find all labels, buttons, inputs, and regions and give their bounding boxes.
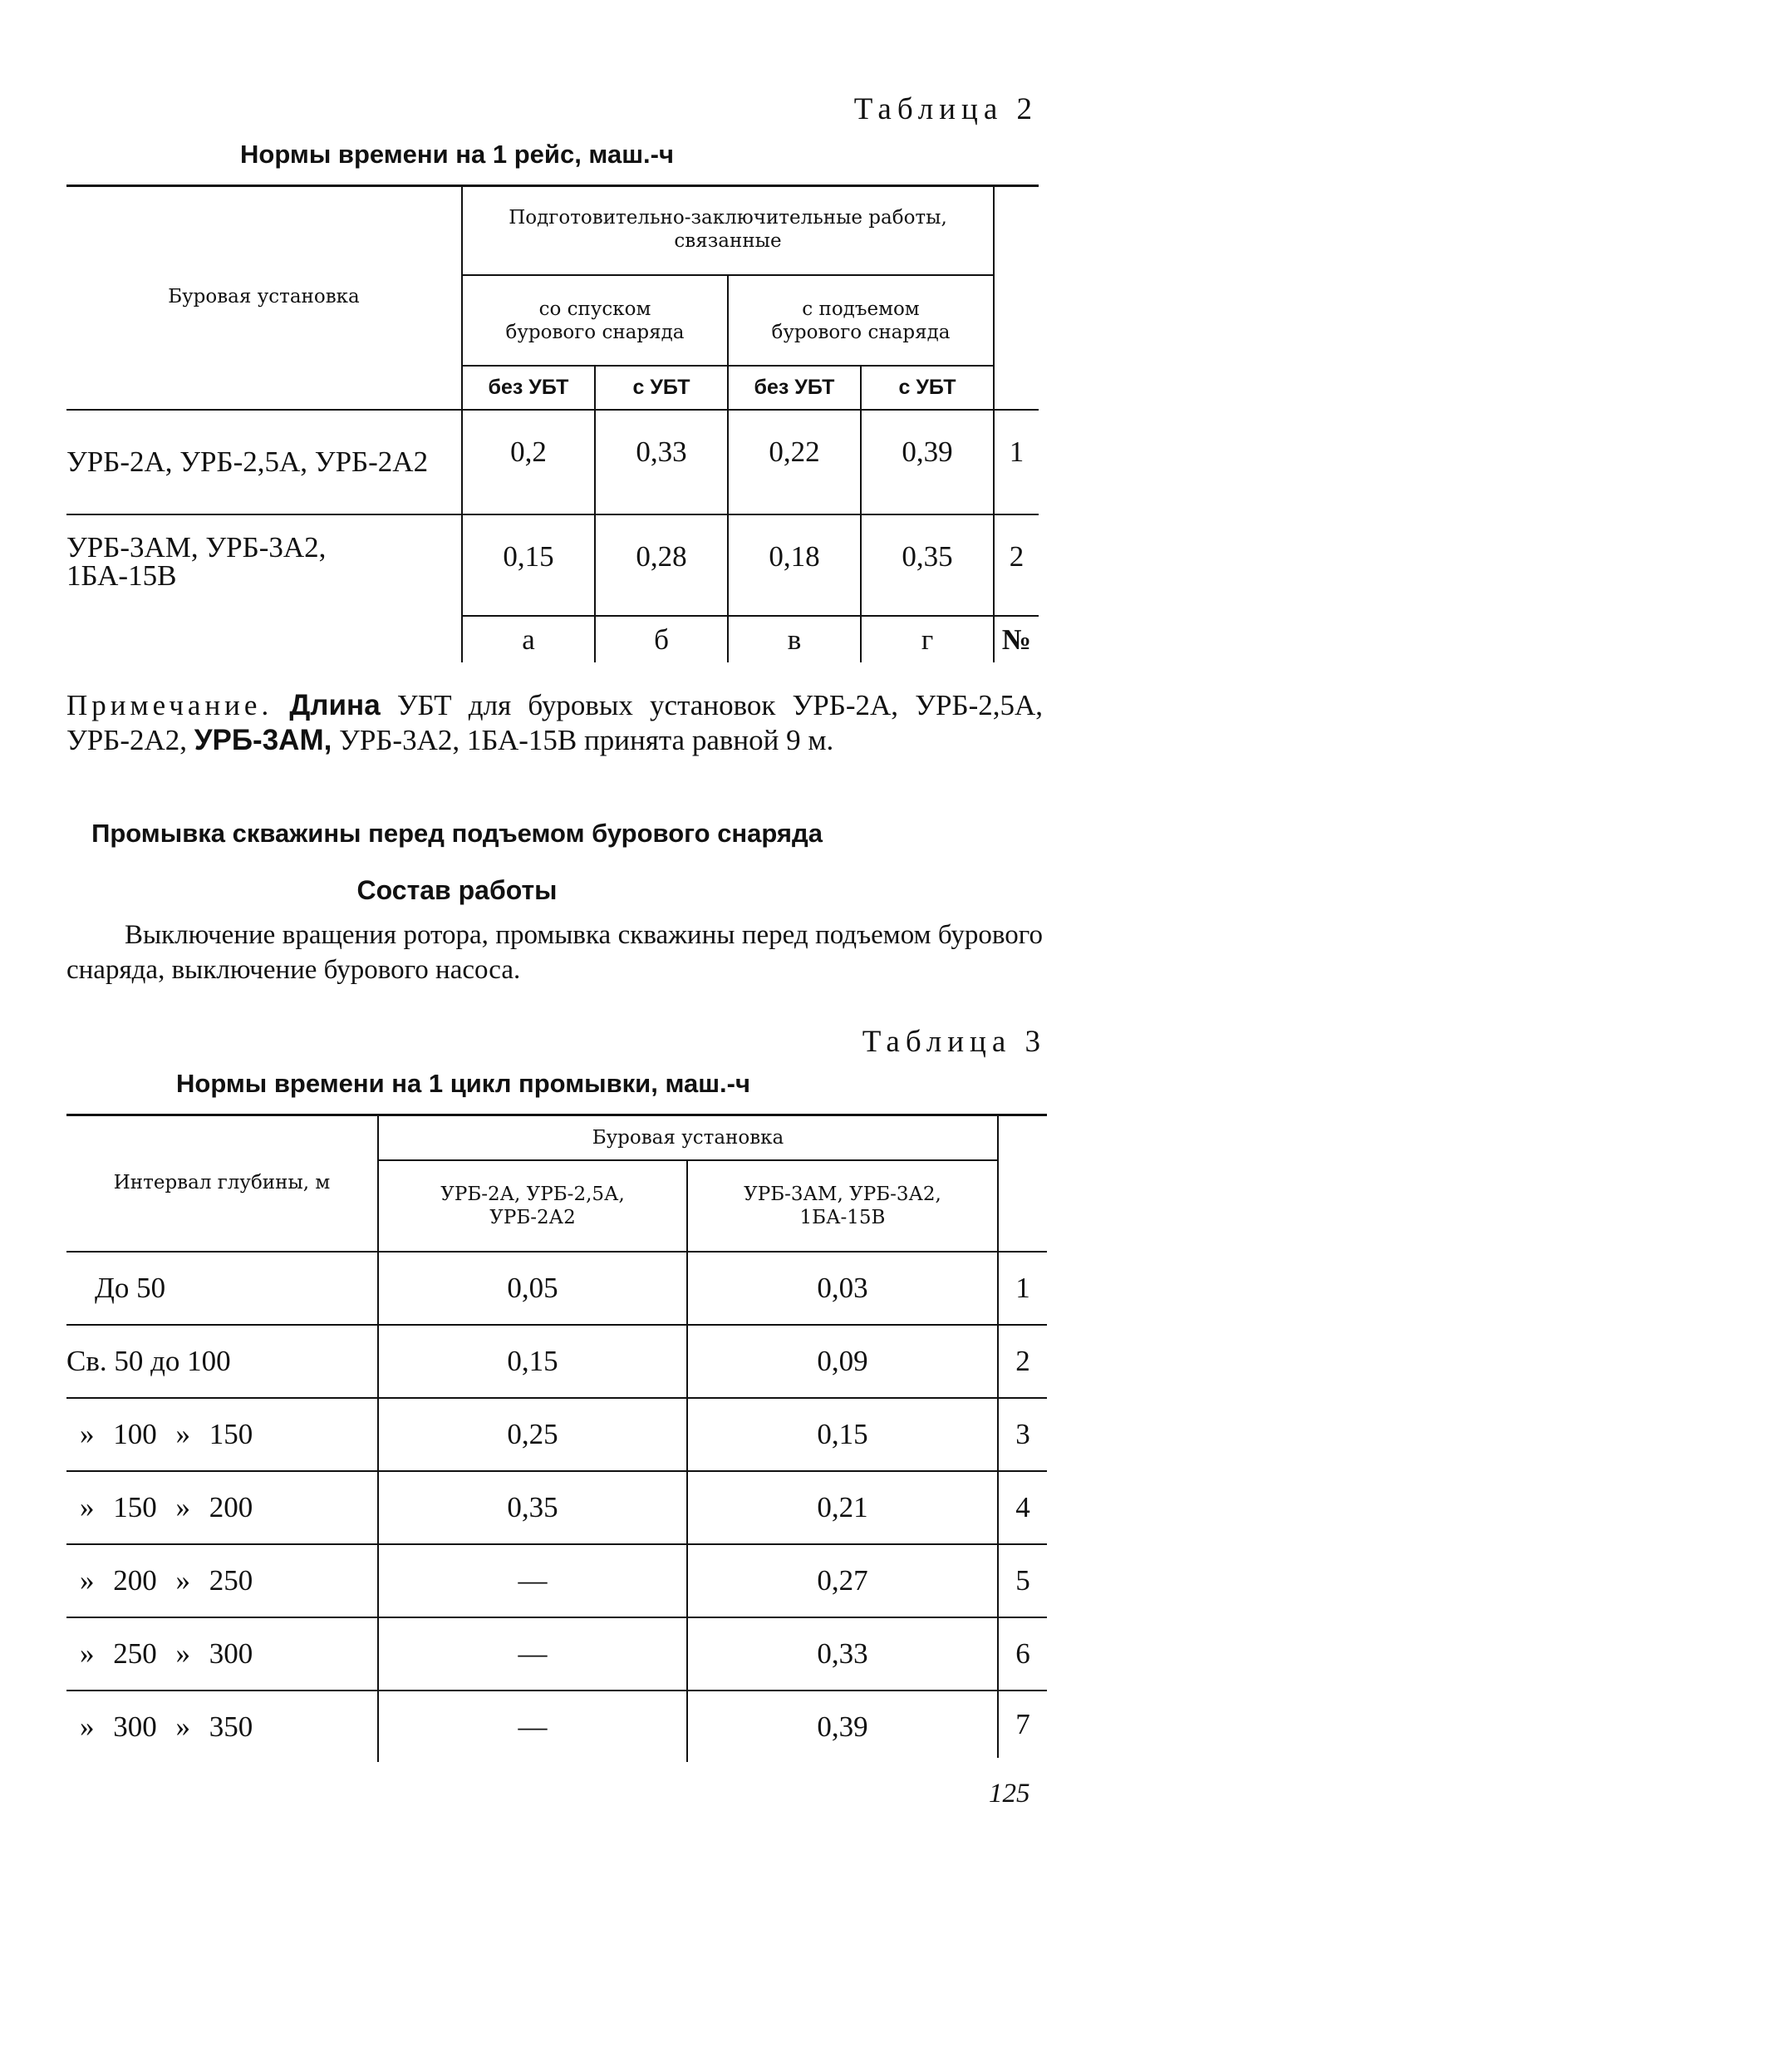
cell-b: 0,28 (636, 540, 687, 573)
value-cell-2: 0,21 (817, 1491, 868, 1523)
cell-a: 0,2 (510, 436, 547, 468)
sub-no-ubt-2: без УБТ (754, 376, 835, 399)
row-number: 4 (1015, 1491, 1030, 1523)
interval-cell: До 50 (95, 1272, 166, 1304)
note-text-1: УБТ для буровых установок УРБ-2А, УРБ-2,5А, УРБ-2А2, (66, 689, 1043, 756)
row-number: 2 (1015, 1345, 1030, 1377)
interval-cell: Св. 50 до 100 (66, 1345, 231, 1377)
value-cell-2: 0,39 (817, 1710, 868, 1743)
value-cell-2: 0,27 (817, 1564, 868, 1597)
value-cell-1: 0,15 (507, 1345, 558, 1377)
sub-header-lowering: со спуском бурового снаряда (505, 298, 685, 343)
group-header-drill: Буровая установка (592, 1127, 784, 1149)
interval-cell: » 300 » 350 (80, 1710, 253, 1743)
row-number: 3 (1015, 1418, 1030, 1450)
interval-cell: » 100 » 150 (80, 1418, 253, 1450)
row-name: УРБ-3АМ, УРБ-3А2, 1БА-15В (66, 531, 327, 592)
interval-cell: » 200 » 250 (80, 1564, 253, 1597)
cell-v: 0,22 (769, 436, 820, 468)
table3 (66, 1114, 1047, 1762)
sub-no-ubt-1: без УБТ (488, 376, 569, 399)
section-subheading: Состав работы (356, 875, 558, 905)
note-text-2: УРБ-3А2, 1БА-15В принята равной 9 м. (339, 724, 834, 756)
value-cell-1: — (518, 1564, 548, 1597)
section-heading: Промывка скважины перед подъемом бурового снаряда (91, 819, 823, 848)
row-number: 5 (1015, 1564, 1030, 1597)
value-cell-2: 0,33 (817, 1637, 868, 1670)
note-label: Примечание. (66, 689, 273, 721)
table2-title: Нормы времени на 1 рейс, маш.-ч (240, 140, 674, 169)
cell-g: 0,39 (902, 436, 953, 468)
sub-with-ubt-2: с УБТ (898, 376, 956, 399)
col-letter-a: а (522, 623, 535, 656)
col-letter-g: г (921, 623, 934, 656)
col-letter-v: в (787, 623, 802, 656)
col-letter-b: б (654, 623, 669, 656)
col-header-urb2: УРБ-2А, УРБ-2,5А, УРБ-2А2 (440, 1184, 625, 1228)
row-number: 1 (1015, 1272, 1030, 1304)
interval-cell: » 150 » 200 (80, 1491, 253, 1523)
note-bold: Длина (289, 689, 381, 721)
value-cell-1: — (518, 1637, 548, 1670)
note-bold-2: УРБ-3АМ, (194, 724, 332, 756)
page-number: 125 (989, 1779, 1030, 1809)
row-number: 7 (1015, 1708, 1030, 1740)
row-number: 1 (1009, 436, 1025, 468)
num-mark: № (1001, 623, 1032, 656)
cell-g: 0,35 (902, 540, 953, 573)
table2 (66, 185, 1039, 662)
row-number: 2 (1009, 540, 1025, 573)
table3-title: Нормы времени на 1 цикл промывки, маш.-ч (176, 1069, 750, 1098)
table2-note (66, 688, 1043, 758)
value-cell-1: 0,35 (507, 1491, 558, 1523)
value-cell-2: 0,09 (817, 1345, 868, 1377)
col-header-urb3: УРБ-3АМ, УРБ-3А2, 1БА-15В (744, 1184, 941, 1228)
group-header-prep: Подготовительно-заключительные работы, связанные (509, 207, 947, 252)
cell-b: 0,33 (636, 436, 687, 468)
sub-header-lifting: с подъемом бурового снаряда (771, 298, 951, 343)
col-header-interval: Интервал глубины, м (113, 1171, 331, 1193)
value-cell-1: — (518, 1710, 548, 1743)
col-header-drill: Буровая установка (168, 286, 360, 308)
row-name: УРБ-2А, УРБ-2,5А, УРБ-2А2 (66, 445, 429, 478)
table2-caption: Таблица 2 (853, 92, 1038, 126)
sub-with-ubt-1: с УБТ (632, 376, 690, 399)
interval-cell: » 250 » 300 (80, 1637, 253, 1670)
row-number: 6 (1015, 1637, 1030, 1670)
cell-v: 0,18 (769, 540, 820, 573)
value-cell-2: 0,03 (817, 1272, 868, 1304)
value-cell-2: 0,15 (817, 1418, 868, 1450)
value-cell-1: 0,25 (507, 1418, 558, 1450)
cell-a: 0,15 (503, 540, 554, 573)
table3-caption: Таблица 3 (862, 1025, 1046, 1059)
section-paragraph: Выключение вращения ротора, промывка скважины перед подъемом бурового снаряда, выключение бурового насоса. (66, 920, 1043, 985)
value-cell-1: 0,05 (507, 1272, 558, 1304)
